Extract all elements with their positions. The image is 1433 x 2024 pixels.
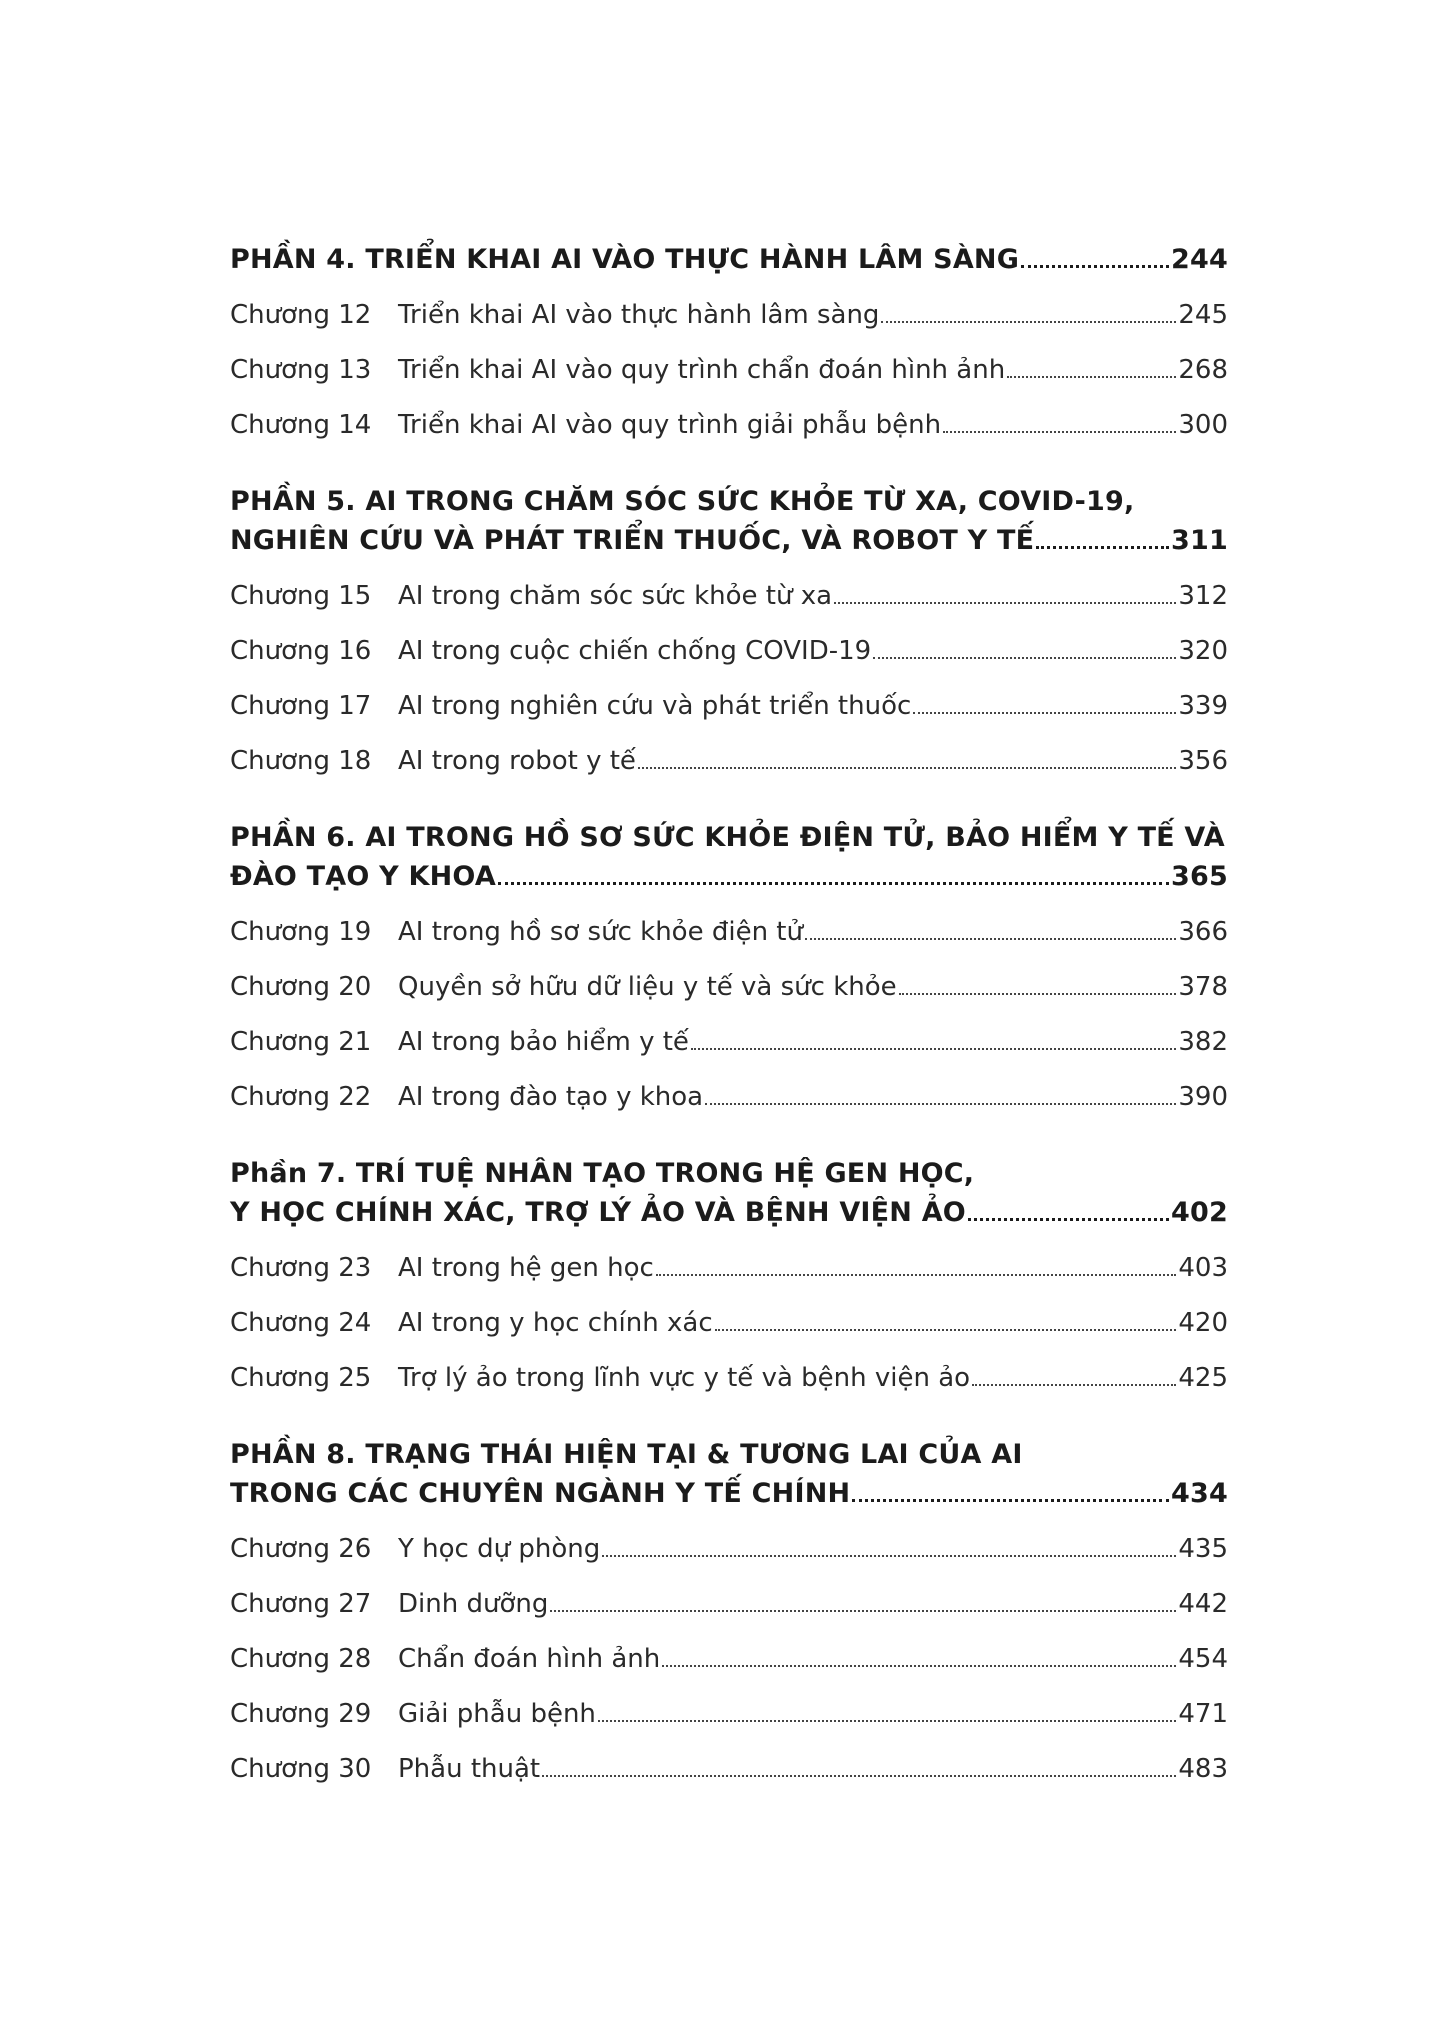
page-number: 378 [1178, 971, 1228, 1002]
dot-leader [550, 1610, 1176, 1612]
page-number: 403 [1178, 1252, 1228, 1283]
dot-leader [715, 1329, 1177, 1331]
chapter-entry[interactable] [230, 1240, 1228, 1295]
part-heading[interactable] [230, 1154, 1228, 1232]
chapter-entry[interactable] [230, 342, 1228, 397]
chapter-number: Chương 14 [230, 409, 372, 440]
page-number: 244 [1171, 244, 1228, 275]
dot-leader [1036, 546, 1169, 549]
dot-leader [602, 1555, 1176, 1557]
chapter-entry[interactable] [230, 1295, 1228, 1350]
chapter-entry[interactable] [230, 1069, 1228, 1124]
chapter-number: Chương 17 [230, 690, 372, 721]
page-number: 471 [1178, 1698, 1228, 1729]
dot-leader [968, 1218, 1169, 1221]
page-number: 390 [1178, 1081, 1228, 1112]
page-number: 245 [1178, 299, 1228, 330]
chapter-number: Chương 29 [230, 1698, 372, 1729]
dot-leader [943, 431, 1176, 433]
chapter-entry[interactable] [230, 1631, 1228, 1686]
chapter-number: Chương 15 [230, 580, 372, 611]
dot-leader [899, 993, 1177, 995]
dot-leader [972, 1384, 1176, 1386]
chapter-entry[interactable] [230, 568, 1228, 623]
part-title: TRONG CÁC CHUYÊN NGÀNH Y TẾ CHÍNH [230, 1478, 851, 1509]
page-number: 339 [1178, 690, 1228, 721]
dot-leader [542, 1775, 1176, 1777]
dot-leader [1021, 265, 1169, 268]
page-number: 420 [1178, 1307, 1228, 1338]
page-number: 356 [1178, 745, 1228, 776]
part-title-line: Phần 7. TRÍ TUỆ NHÂN TẠO TRONG HỆ GEN HỌC, [230, 1158, 975, 1189]
page-number: 425 [1178, 1362, 1228, 1393]
chapter-title: Dinh dưỡng [398, 1588, 549, 1619]
chapter-title: AI trong hệ gen học [398, 1252, 654, 1283]
dot-leader [656, 1274, 1177, 1276]
dot-leader [1007, 376, 1176, 378]
page-number: 483 [1178, 1753, 1228, 1784]
chapter-entry[interactable] [230, 1576, 1228, 1631]
chapter-title: Trợ lý ảo trong lĩnh vực y tế và bệnh viện ảo [398, 1362, 971, 1393]
part-heading[interactable] [230, 482, 1228, 560]
chapter-title: AI trong y học chính xác [398, 1307, 713, 1338]
page-number: 366 [1178, 916, 1228, 947]
part-8 [230, 1435, 1228, 1796]
chapter-number: Chương 22 [230, 1081, 372, 1112]
page-number: 365 [1171, 861, 1228, 892]
dot-leader [705, 1103, 1176, 1105]
dot-leader [873, 657, 1176, 659]
dot-leader [852, 1499, 1169, 1502]
dot-leader [662, 1665, 1176, 1667]
chapter-title: AI trong cuộc chiến chống COVID-19 [398, 635, 872, 666]
chapter-entry[interactable] [230, 1521, 1228, 1576]
dot-leader [691, 1048, 1176, 1050]
table-of-contents [230, 240, 1228, 1796]
chapter-title: Triển khai AI vào quy trình giải phẫu bệnh [398, 409, 942, 440]
chapter-title: AI trong hồ sơ sức khỏe điện tử [398, 916, 803, 947]
chapter-number: Chương 28 [230, 1643, 372, 1674]
page-number: 311 [1171, 525, 1228, 556]
chapter-title: Chẩn đoán hình ảnh [398, 1643, 661, 1674]
chapter-number: Chương 30 [230, 1753, 372, 1784]
chapter-number: Chương 25 [230, 1362, 372, 1393]
dot-leader [638, 767, 1176, 769]
part-title: Y HỌC CHÍNH XÁC, TRỢ LÝ ẢO VÀ BỆNH VIỆN ẢO [230, 1197, 966, 1228]
chapter-entry[interactable] [230, 904, 1228, 959]
part-title: ĐÀO TẠO Y KHOA [230, 861, 496, 892]
page-number: 382 [1178, 1026, 1228, 1057]
chapter-number: Chương 27 [230, 1588, 372, 1619]
chapter-number: Chương 24 [230, 1307, 372, 1338]
page-number: 320 [1178, 635, 1228, 666]
chapter-entry[interactable] [230, 1686, 1228, 1741]
chapter-entry[interactable] [230, 287, 1228, 342]
chapter-entry[interactable] [230, 678, 1228, 733]
chapter-title: Giải phẫu bệnh [398, 1698, 596, 1729]
page-number: 435 [1178, 1533, 1228, 1564]
part-title-line: PHẦN 5. AI TRONG CHĂM SÓC SỨC KHỎE TỪ XA, COVID-19, [230, 486, 1135, 517]
chapter-entry[interactable] [230, 733, 1228, 788]
chapter-title: Phẫu thuật [398, 1753, 541, 1784]
dot-leader [498, 882, 1169, 885]
dot-leader [913, 712, 1176, 714]
chapter-entry[interactable] [230, 1741, 1228, 1796]
chapter-number: Chương 18 [230, 745, 372, 776]
part-title-line: PHẦN 6. AI TRONG HỒ SƠ SỨC KHỎE ĐIỆN TỬ, BẢO HIỂM Y TẾ VÀ [230, 822, 1225, 853]
chapter-title: Y học dự phòng [398, 1533, 601, 1564]
page-number: 268 [1178, 354, 1228, 385]
chapter-number: Chương 20 [230, 971, 372, 1002]
chapter-number: Chương 12 [230, 299, 372, 330]
chapter-entry[interactable] [230, 959, 1228, 1014]
dot-leader [598, 1720, 1176, 1722]
chapter-number: Chương 26 [230, 1533, 372, 1564]
page-number: 454 [1178, 1643, 1228, 1674]
chapter-title: Triển khai AI vào quy trình chẩn đoán hình ảnh [398, 354, 1006, 385]
chapter-entry[interactable] [230, 397, 1228, 452]
dot-leader [834, 602, 1176, 604]
dot-leader [881, 321, 1176, 323]
part-title: NGHIÊN CỨU VÀ PHÁT TRIỂN THUỐC, VÀ ROBOT Y TẾ [230, 525, 1035, 556]
page-number: 442 [1178, 1588, 1228, 1619]
chapter-title: AI trong chăm sóc sức khỏe từ xa [398, 580, 833, 611]
part-heading[interactable] [230, 818, 1228, 896]
chapter-number: Chương 21 [230, 1026, 372, 1057]
part-6 [230, 818, 1228, 1124]
chapter-entry[interactable] [230, 623, 1228, 678]
chapter-entry[interactable] [230, 1014, 1228, 1069]
chapter-number: Chương 13 [230, 354, 372, 385]
part-4 [230, 240, 1228, 452]
chapter-number: Chương 19 [230, 916, 372, 947]
chapter-entry[interactable] [230, 1350, 1228, 1405]
part-heading[interactable] [230, 240, 1228, 279]
chapter-title: AI trong đào tạo y khoa [398, 1081, 704, 1112]
chapter-number: Chương 16 [230, 635, 372, 666]
chapter-title: AI trong robot y tế [398, 745, 636, 776]
chapter-title: Triển khai AI vào thực hành lâm sàng [398, 299, 880, 330]
page-number: 402 [1171, 1197, 1228, 1228]
chapter-number: Chương 23 [230, 1252, 372, 1283]
chapter-title: Quyền sở hữu dữ liệu y tế và sức khỏe [398, 971, 897, 1002]
page-number: 300 [1178, 409, 1228, 440]
part-title: PHẦN 4. TRIỂN KHAI AI VÀO THỰC HÀNH LÂM SÀNG [230, 244, 1020, 275]
chapter-title: AI trong bảo hiểm y tế [398, 1026, 689, 1057]
page-number: 434 [1171, 1478, 1228, 1509]
part-title-line: PHẦN 8. TRẠNG THÁI HIỆN TẠI & TƯƠNG LAI CỦA AI [230, 1439, 1023, 1470]
part-7 [230, 1154, 1228, 1405]
page-number: 312 [1178, 580, 1228, 611]
chapter-title: AI trong nghiên cứu và phát triển thuốc [398, 690, 912, 721]
dot-leader [805, 938, 1176, 940]
part-heading[interactable] [230, 1435, 1228, 1513]
part-5 [230, 482, 1228, 788]
